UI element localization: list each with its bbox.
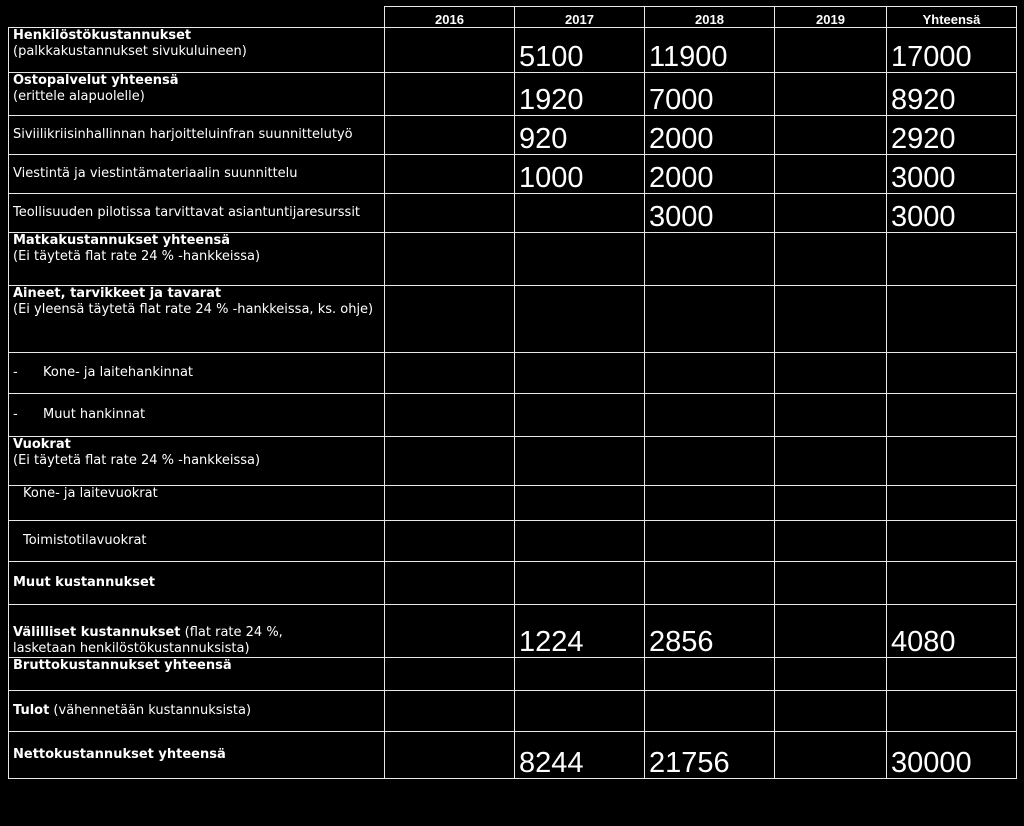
row-label-communication: Viestintä ja viestintämateriaalin suunnittelu: [9, 155, 385, 194]
cell-total: [887, 486, 1017, 521]
cell-2017: [515, 437, 645, 486]
cell-2016: [385, 691, 515, 732]
cell-total: [887, 691, 1017, 732]
table-row: [9, 28, 1017, 73]
row-title: Aineet, tarvikkeet ja tavarat: [13, 286, 222, 301]
row-label-crisis-infra: Siviilikriisinhallinnan harjoitteluinfran suunnittelutyö: [9, 116, 385, 155]
cell-total: [887, 353, 1017, 394]
row-title: Vuokrat: [13, 437, 71, 452]
header-row: [9, 7, 1017, 28]
row-title: Välilliset kustannukset: [13, 625, 181, 640]
row-note: (erittele alapuolelle): [13, 89, 145, 104]
cell-2017: [515, 486, 645, 521]
row-title: Muut hankinnat: [43, 407, 146, 422]
table-row: [9, 691, 1017, 732]
row-note: (palkkakustannukset sivukuluineen): [13, 44, 247, 59]
cell-2019: [775, 658, 887, 691]
cell-2019: [775, 286, 887, 353]
cell-2016: [385, 233, 515, 286]
cell-2018: 11900: [645, 28, 775, 73]
row-note: lasketaan henkilöstökustannuksista): [13, 641, 250, 656]
header-total: Yhteensä: [887, 7, 1017, 28]
row-label-purchased-services: [9, 73, 385, 116]
cell-2016: [385, 286, 515, 353]
cell-2019: [775, 691, 887, 732]
cell-2019: [775, 233, 887, 286]
cell-2016: [385, 155, 515, 194]
row-label-other-costs: Muut kustannukset: [9, 562, 385, 605]
cell-2019: [775, 732, 887, 779]
cell-2018: [645, 691, 775, 732]
row-label-industry-pilot: Teollisuuden pilotissa tarvittavat asiantuntijaresurssit: [9, 194, 385, 233]
cell-total: [887, 521, 1017, 562]
cell-2016: [385, 194, 515, 233]
cell-2017: [515, 691, 645, 732]
row-label-office-rents: Toimistotilavuokrat: [9, 521, 385, 562]
header-2018: 2018: [645, 7, 775, 28]
cell-2016: [385, 116, 515, 155]
cell-2017: [515, 194, 645, 233]
table-row: [9, 437, 1017, 486]
cell-2017: 1000: [515, 155, 645, 194]
table-row: [9, 155, 1017, 194]
table-row: [9, 286, 1017, 353]
cell-total: 2920: [887, 116, 1017, 155]
cell-2018: [645, 486, 775, 521]
cell-2018: 2856: [645, 605, 775, 658]
cell-total: [887, 286, 1017, 353]
cell-2016: [385, 658, 515, 691]
cell-2016: [385, 486, 515, 521]
cell-2017: [515, 353, 645, 394]
cell-2017: 920: [515, 116, 645, 155]
table-row: [9, 116, 1017, 155]
table-row: [9, 73, 1017, 116]
cell-2019: [775, 28, 887, 73]
cell-2018: 3000: [645, 194, 775, 233]
cell-2017: [515, 658, 645, 691]
cell-total: [887, 437, 1017, 486]
cell-2019: [775, 562, 887, 605]
row-title: Ostopalvelut yhteensä: [13, 73, 179, 88]
table-row: [9, 521, 1017, 562]
cell-2016: [385, 521, 515, 562]
cell-2017: [515, 521, 645, 562]
cell-2018: [645, 394, 775, 437]
row-label-equipment-rents: Kone- ja laitevuokrat: [9, 486, 385, 521]
table-row: [9, 562, 1017, 605]
cell-total: [887, 562, 1017, 605]
cell-total: 3000: [887, 194, 1017, 233]
row-label-rents: [9, 437, 385, 486]
table-row: [9, 353, 1017, 394]
cell-2016: [385, 394, 515, 437]
cell-2019: [775, 73, 887, 116]
row-label-materials: [9, 286, 385, 353]
budget-table: [8, 6, 1017, 779]
cell-total: 30000: [887, 732, 1017, 779]
cell-2018: [645, 658, 775, 691]
cell-2019: [775, 394, 887, 437]
cell-2016: [385, 562, 515, 605]
cell-total: [887, 233, 1017, 286]
cell-2016: [385, 28, 515, 73]
bullet-dash: -: [13, 365, 18, 380]
cell-2017: 1920: [515, 73, 645, 116]
row-label-indirect-costs: [9, 605, 385, 658]
cell-2016: [385, 732, 515, 779]
cell-2018: [645, 521, 775, 562]
cell-2017: 8244: [515, 732, 645, 779]
cell-2018: [645, 562, 775, 605]
row-label-income: [9, 691, 385, 732]
row-title-suffix: (flat rate 24 %,: [180, 625, 283, 640]
cell-2016: [385, 353, 515, 394]
cell-2017: [515, 233, 645, 286]
cell-total: 4080: [887, 605, 1017, 658]
cell-2017: 1224: [515, 605, 645, 658]
cell-2018: [645, 286, 775, 353]
row-title: Tulot: [13, 703, 50, 718]
cell-2017: [515, 562, 645, 605]
cell-2019: [775, 521, 887, 562]
row-label-other-purchases: [9, 394, 385, 437]
cell-2018: 2000: [645, 116, 775, 155]
row-label-net-costs: Nettokustannukset yhteensä: [9, 732, 385, 779]
cell-2019: [775, 116, 887, 155]
header-2019: 2019: [775, 7, 887, 28]
cell-2018: 7000: [645, 73, 775, 116]
row-label-equipment-purchases: [9, 353, 385, 394]
cell-2019: [775, 486, 887, 521]
cell-2016: [385, 73, 515, 116]
cell-2018: 2000: [645, 155, 775, 194]
row-label-travel: [9, 233, 385, 286]
table-row: [9, 486, 1017, 521]
row-title-suffix: (vähennetään kustannuksista): [49, 703, 252, 718]
row-note: (Ei täytetä flat rate 24 % -hankkeissa): [13, 249, 261, 264]
row-title: Matkakustannukset yhteensä: [13, 233, 231, 248]
cell-2019: [775, 437, 887, 486]
cell-2019: [775, 605, 887, 658]
cell-total: [887, 658, 1017, 691]
header-2017: 2017: [515, 7, 645, 28]
cell-2019: [775, 194, 887, 233]
cell-2017: [515, 394, 645, 437]
cell-2018: [645, 437, 775, 486]
cell-2016: [385, 605, 515, 658]
table-row: [9, 605, 1017, 658]
cell-2017: [515, 286, 645, 353]
cell-2019: [775, 353, 887, 394]
cell-total: 3000: [887, 155, 1017, 194]
cell-total: [887, 394, 1017, 437]
cell-2018: [645, 233, 775, 286]
row-label-gross-costs: Bruttokustannukset yhteensä: [9, 658, 385, 691]
table-row: [9, 233, 1017, 286]
header-2016: 2016: [385, 7, 515, 28]
table-row: [9, 732, 1017, 779]
cell-2018: [645, 353, 775, 394]
cell-2016: [385, 437, 515, 486]
cell-2019: [775, 155, 887, 194]
row-label-personnel: [9, 28, 385, 73]
cell-total: 8920: [887, 73, 1017, 116]
table-row: [9, 658, 1017, 691]
row-title: Henkilöstökustannukset: [13, 28, 192, 43]
header-corner: [9, 7, 385, 28]
cell-2017: 5100: [515, 28, 645, 73]
cell-total: 17000: [887, 28, 1017, 73]
table-row: [9, 394, 1017, 437]
row-note: (Ei täytetä flat rate 24 % -hankkeissa): [13, 453, 261, 468]
bullet-dash: -: [13, 407, 18, 422]
cell-2018: 21756: [645, 732, 775, 779]
table-row: [9, 194, 1017, 233]
row-title: Kone- ja laitehankinnat: [43, 365, 194, 380]
row-note: (Ei yleensä täytetä flat rate 24 % -hankkeissa, ks. ohje): [13, 302, 374, 317]
